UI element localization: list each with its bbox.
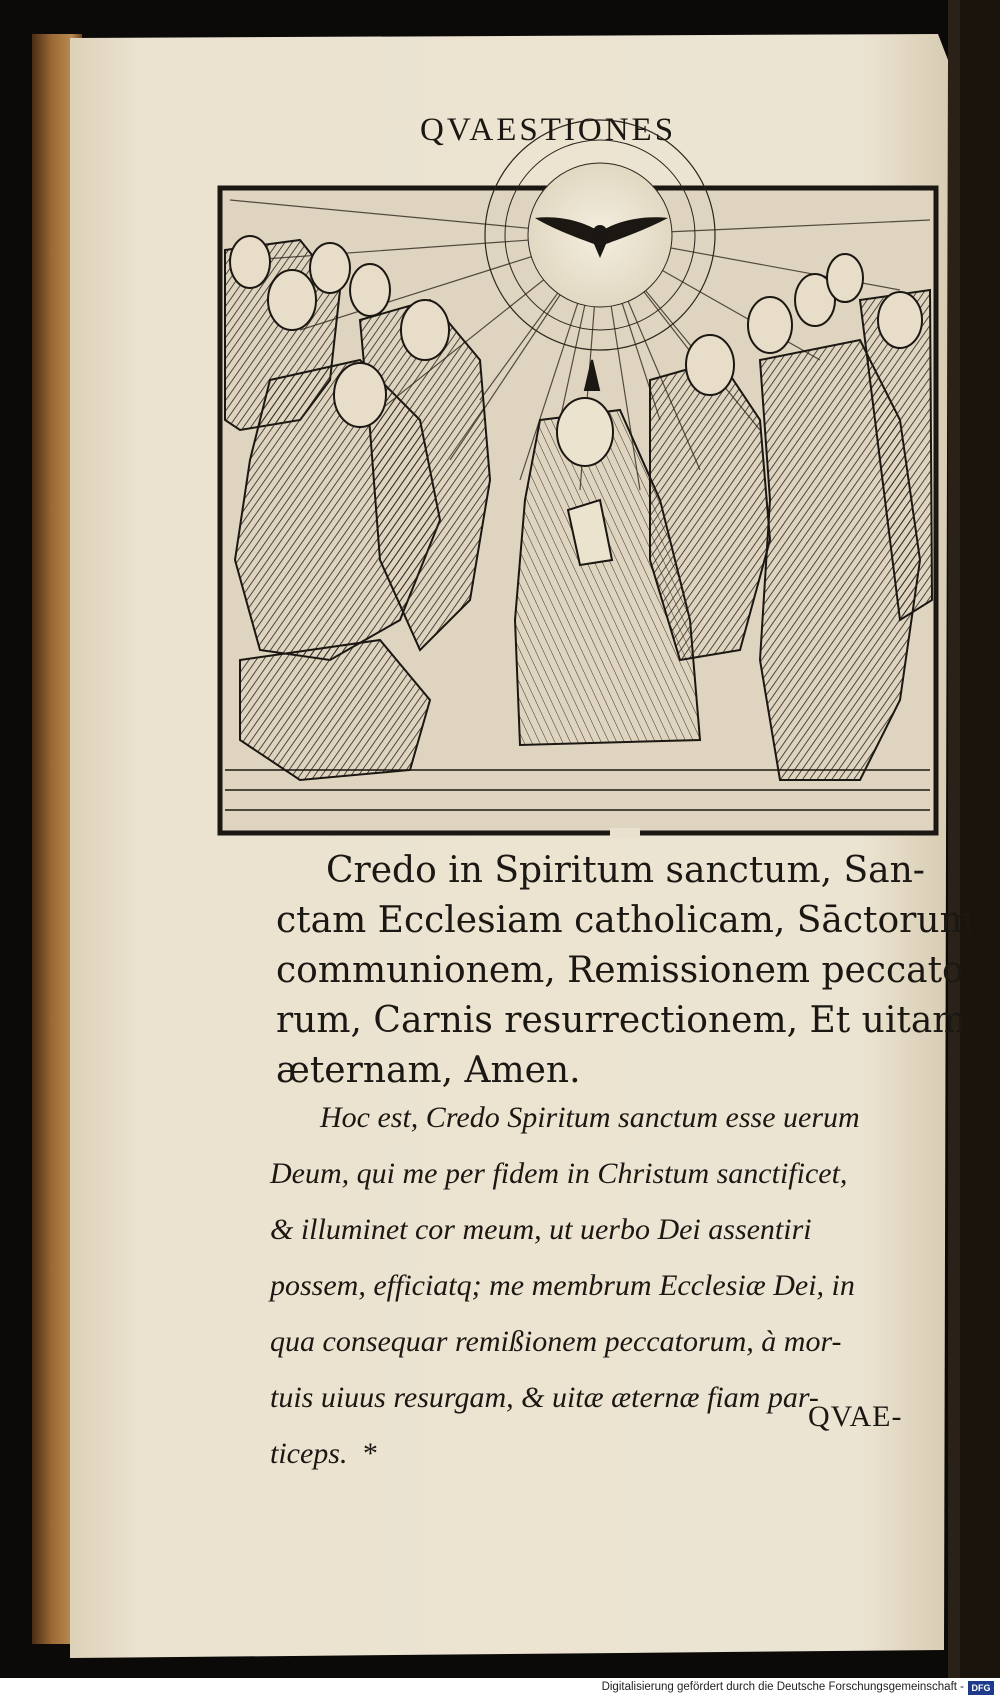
creed-paragraph	[276, 846, 974, 1096]
creed-line: communionem, Remissionem peccato	[276, 950, 964, 991]
explanation-line: & illuminet cor meum, ut uerbo Dei assentiri	[270, 1213, 812, 1246]
running-head: QVAESTIONES	[420, 112, 677, 148]
catchword: QVAE-	[808, 1400, 903, 1433]
creed-line: rum, Carnis resurrectionem, Et uitam	[276, 1000, 967, 1041]
explanation-line: possem, efficiatq; me membrum Ecclesiæ Dei, in	[270, 1269, 855, 1302]
footer-credit: Digitalisierung gefördert durch die Deutsche Forschungsgemeinschaft -	[601, 1681, 964, 1693]
creed-line: ctam Ecclesiam catholicam, Sāctorum	[276, 900, 974, 941]
explanation-last-word: ticeps.	[270, 1437, 348, 1470]
digitization-footer	[0, 1678, 1000, 1699]
note-mark: *	[361, 1437, 377, 1470]
explanation-line: Deum, qui me per fidem in Christum sanctificet,	[270, 1157, 848, 1190]
creed-line: Credo in Spiritum sanctum, San-	[326, 850, 925, 891]
explanation-line: qua consequar remißionem peccatorum, à mor-	[270, 1325, 842, 1358]
explanation-line: Hoc est, Credo Spiritum sanctum esse uerum	[320, 1101, 860, 1134]
explanation-line: tuis uiuus resurgam, & uitæ æternæ fiam par-	[270, 1381, 819, 1414]
explanation-line	[270, 1426, 940, 1482]
dfg-logo-icon: DFG	[968, 1681, 994, 1695]
creed-line: æternam, Amen.	[276, 1050, 581, 1091]
